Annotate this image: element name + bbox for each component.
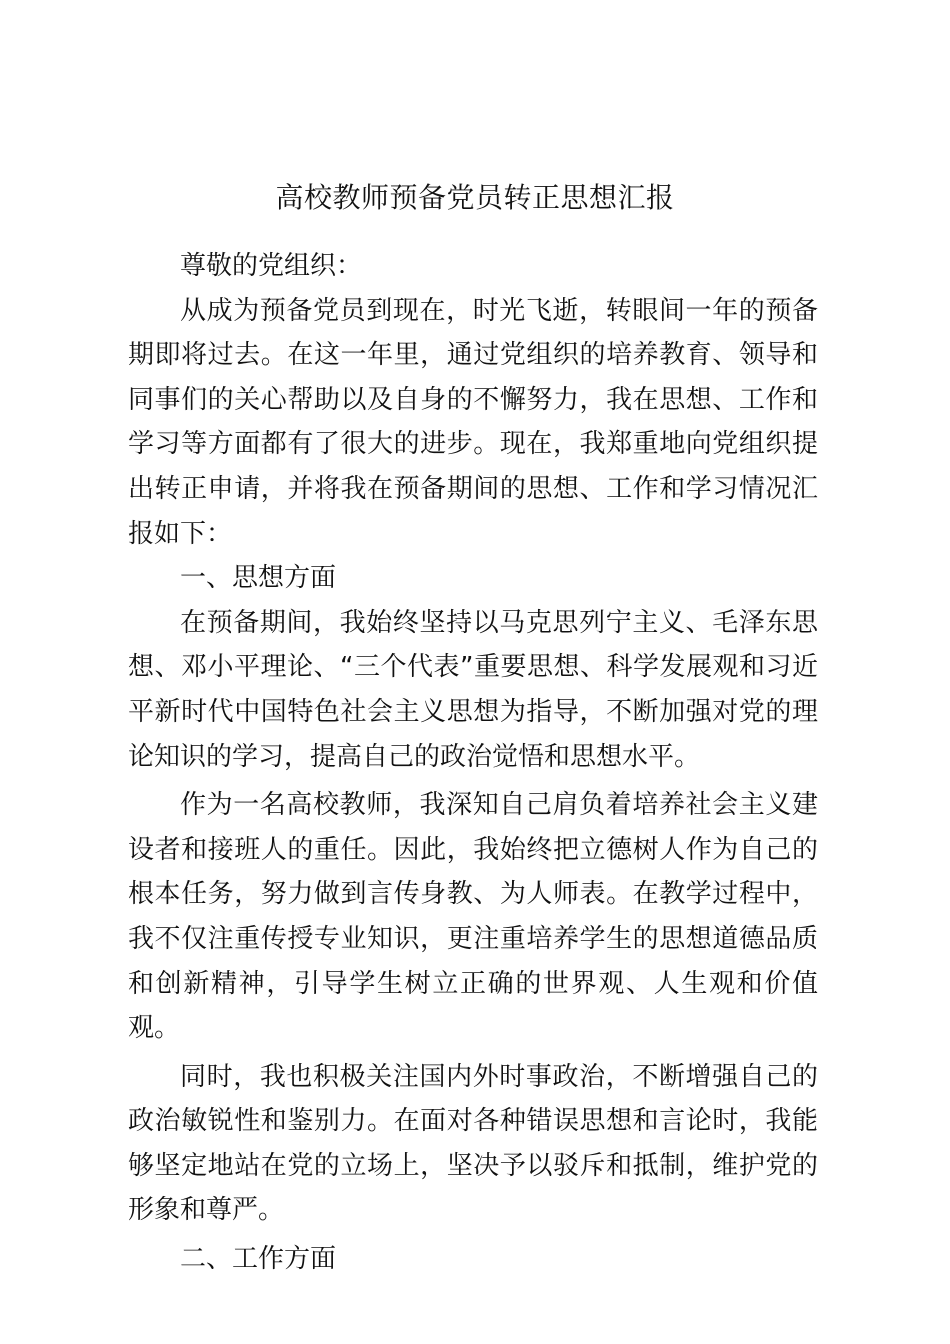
section-heading-work: 二、工作方面 [180, 1244, 337, 1275]
document-body [128, 244, 818, 1282]
document-title: 高校教师预备党员转正思想汇报 [275, 181, 675, 214]
intro-paragraph: 从成为预备党员到现在，时光飞逝，转眼间一年的预备期即将过去。在这一年里，通过党组织的培养教育、领导和同事们的关心帮助以及自身的不懈努力，我在思想、工作和学习等方面都有了很大的进步。现在，我郑重地向党组织提出转正申请，并将我在预备期间的思想、工作和学习情况汇报如下： [128, 295, 818, 549]
thought-paragraph-3: 同时，我也积极关注国内外时事政治，不断增强自己的政治敏锐性和鉴别力。在面对各种错误思想和言论时，我能够坚定地站在党的立场上，坚决予以驳斥和抵制，维护党的形象和尊严。 [128, 1061, 818, 1226]
salutation: 尊敬的党组织： [180, 251, 363, 281]
section-heading-thought: 一、思想方面 [180, 563, 337, 594]
thought-paragraph-2: 作为一名高校教师，我深知自己肩负着培养社会主义建设者和接班人的重任。因此，我始终把立德树人作为自己的根本任务，努力做到言传身教、为人师表。在教学过程中，我不仅注重传授专业知识，更注重培养学生的思想道德品质和创新精神，引导学生树立正确的世界观、人生观和价值观。 [128, 790, 818, 1044]
thought-paragraph-1: 在预备期间，我始终坚持以马克思列宁主义、毛泽东思想、邓小平理论、“三个代表”重要思想、科学发展观和习近平新时代中国特色社会主义思想为指导，不断加强对党的理论知识的学习，提高自己的政治觉悟和思想水平。 [128, 607, 818, 772]
